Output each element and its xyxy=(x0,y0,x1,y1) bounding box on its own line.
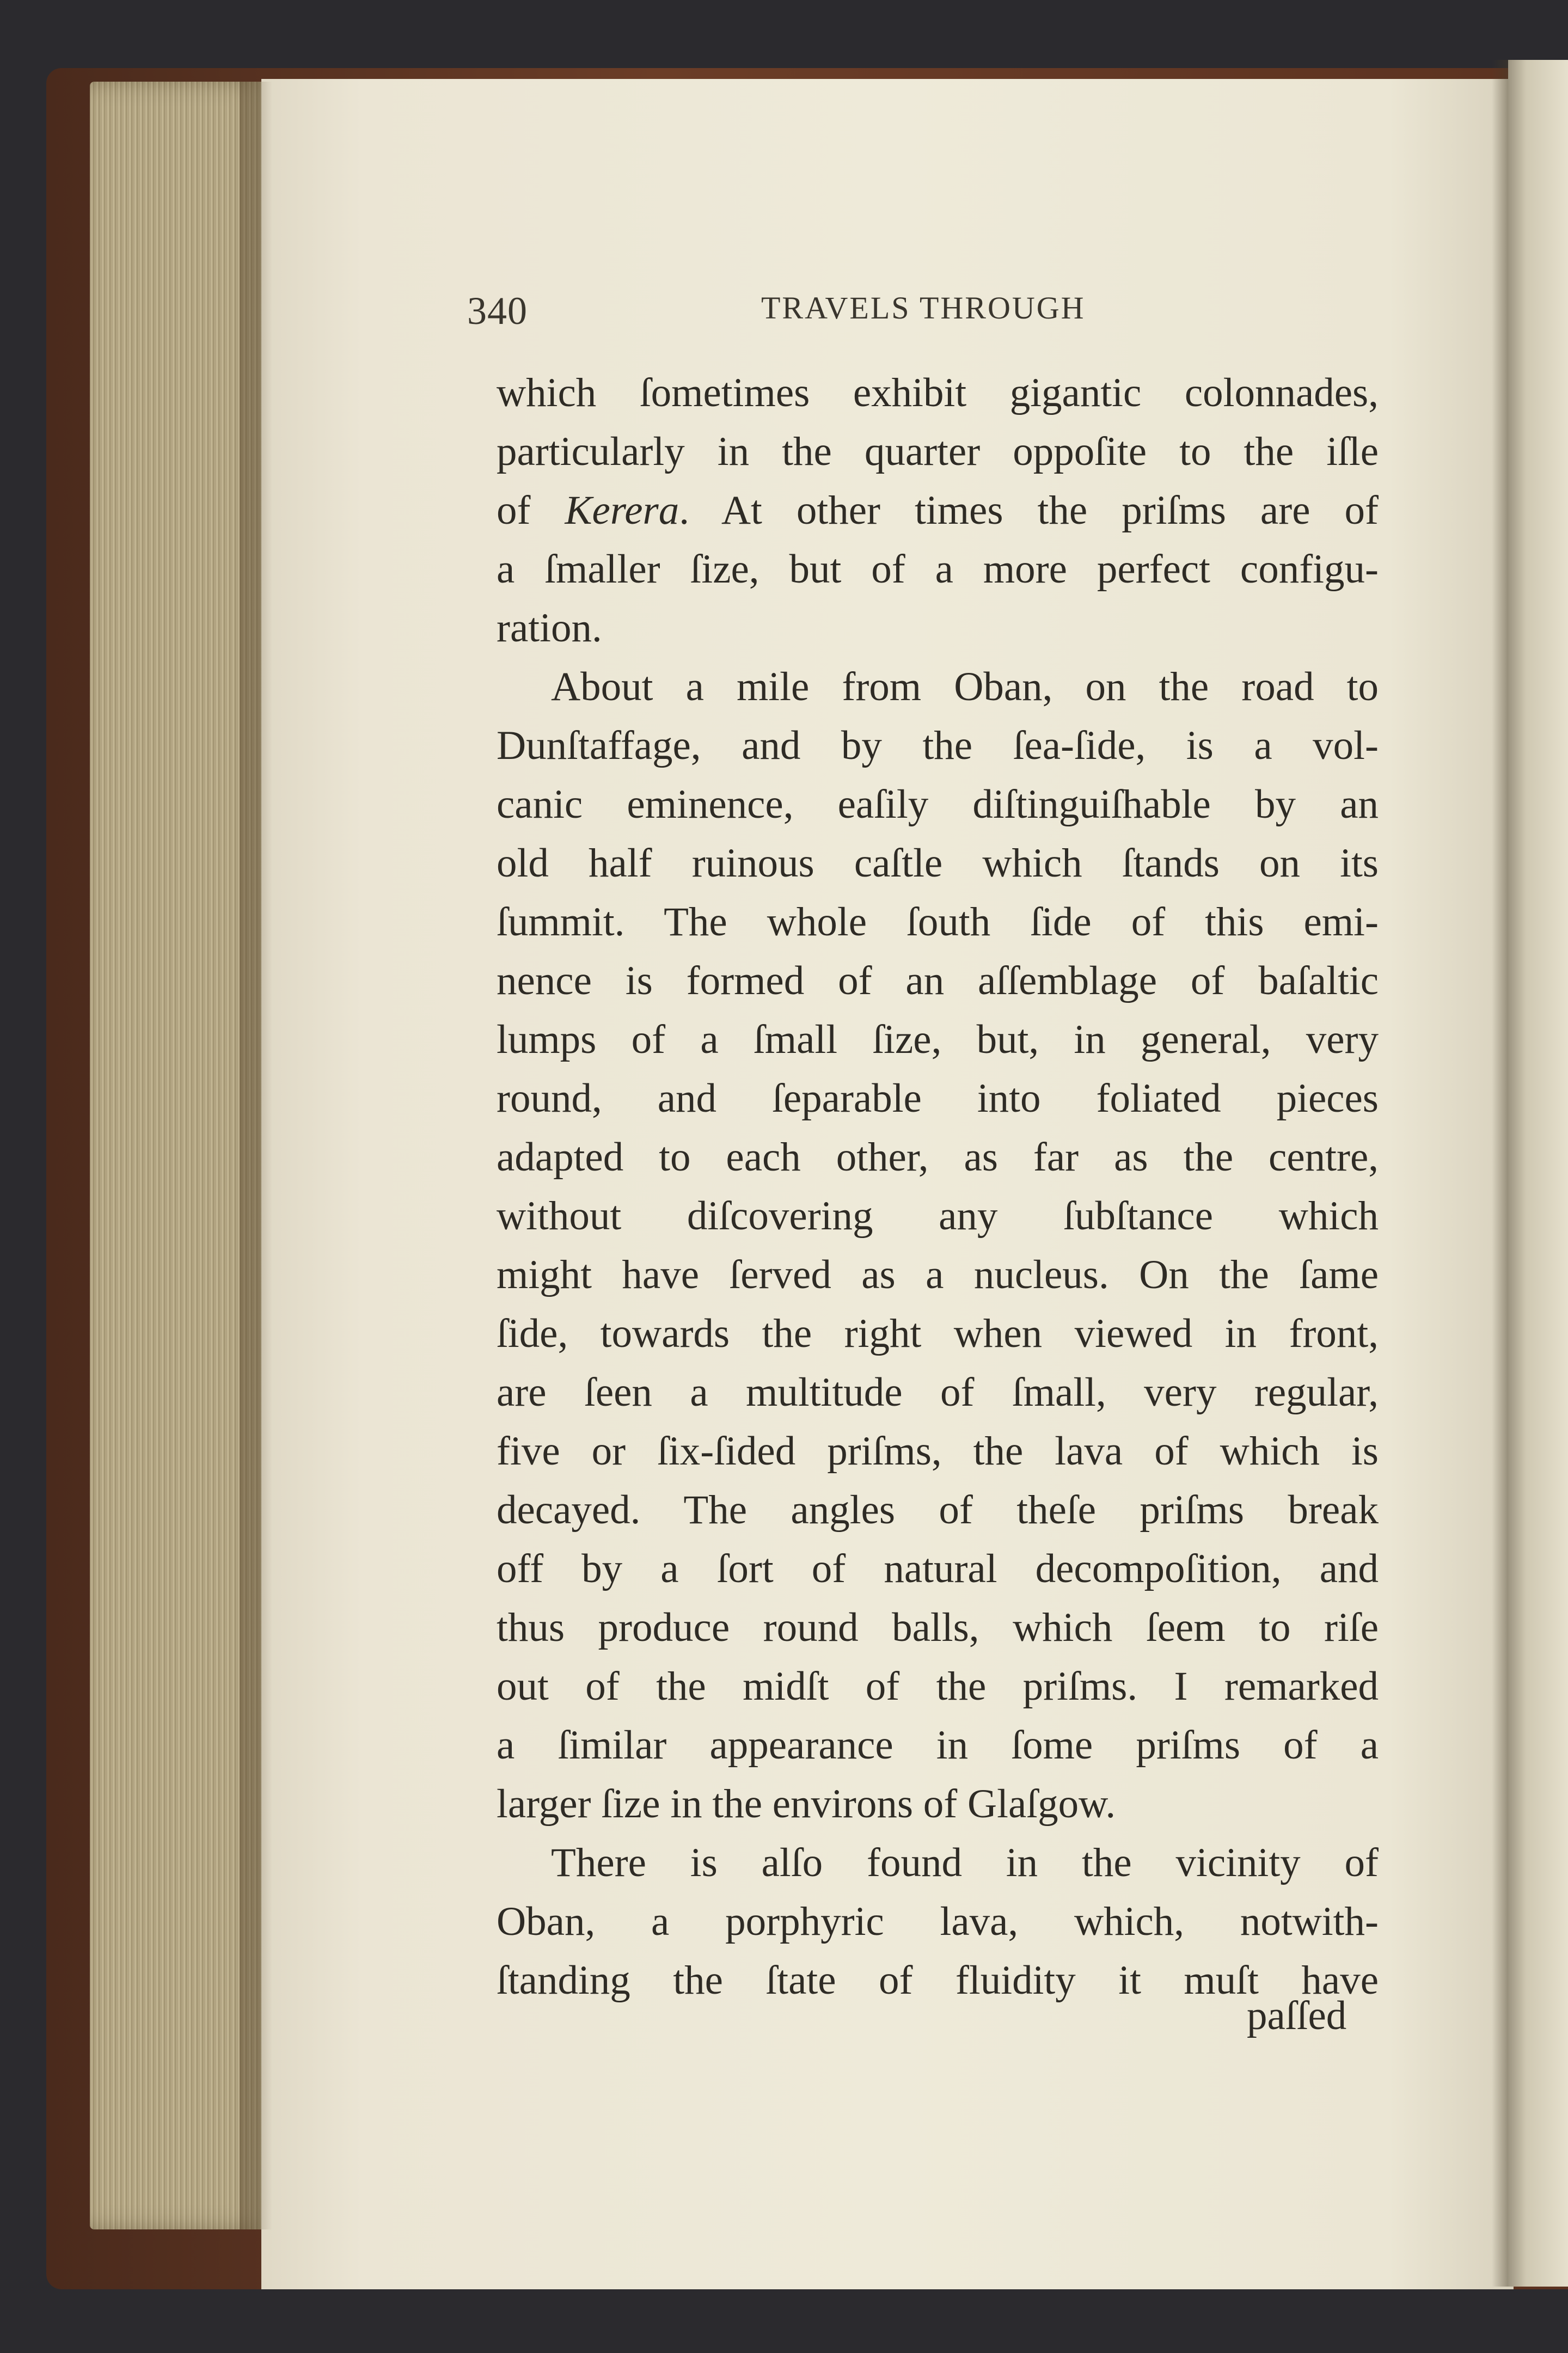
text-line: larger ſize in the environs of Glaſgow. xyxy=(497,1781,1116,1827)
italic-place-name: Kerera xyxy=(565,488,679,533)
text-line: canic eminence, eaſily diſtinguiſhable by an xyxy=(497,782,1379,827)
page-number: 340 xyxy=(467,289,528,333)
text-line: thus produce round balls, which ſeem to riſe xyxy=(497,1605,1379,1650)
body-text xyxy=(497,364,1379,2010)
text-line: Oban, a porphyric lava, which, notwith- xyxy=(497,1899,1379,1944)
text-line: decayed. The angles of theſe priſms break xyxy=(497,1487,1379,1533)
text-line: lumps of a ſmall ſize, but, in general, very xyxy=(497,1017,1379,1062)
text-line: which ſometimes exhibit gigantic colonnades, xyxy=(497,370,1379,415)
text-line: adapted to each other, as far as the centre, xyxy=(497,1135,1379,1180)
text-line: of Kerera. At other times the priſms are of xyxy=(497,488,1379,533)
facing-page-edge xyxy=(1508,60,1568,2287)
text-line: are ſeen a multitude of ſmall, very regular, xyxy=(497,1370,1379,1415)
text-line: out of the midſt of the priſms. I remarked xyxy=(497,1664,1379,1709)
text-line: ſide, towards the right when viewed in front, xyxy=(497,1311,1379,1356)
text-line: About a mile from Oban, on the road to xyxy=(551,664,1379,709)
running-head xyxy=(467,289,1393,343)
text-line: particularly in the quarter oppoſite to the iſle xyxy=(497,429,1379,474)
text-line: ſummit. The whole ſouth ſide of this emi- xyxy=(497,899,1379,945)
text-line: old half ruinous caſtle which ſtands on its xyxy=(497,841,1379,886)
page-edges xyxy=(90,82,264,2229)
text-line: without diſcovering any ſubſtance which xyxy=(497,1193,1379,1239)
text-line: might have ſerved as a nucleus. On the ſame xyxy=(497,1252,1379,1297)
text-line: There is alſo found in the vicinity of xyxy=(551,1840,1379,1885)
text-line: nence is formed of an aſſemblage of baſaltic xyxy=(497,958,1379,1003)
text-line: a ſmaller ſize, but of a more perfect configu- xyxy=(497,547,1379,592)
text-line: five or ſix-ſided priſms, the lava of which is xyxy=(497,1429,1379,1474)
text-line: ration. xyxy=(497,605,602,651)
text-line: a ſimilar appearance in ſome priſms of a xyxy=(497,1723,1379,1768)
text-line: Dunſtaffage, and by the ſea-ſide, is a vol- xyxy=(497,723,1379,768)
text-line: round, and ſeparable into foliated pieces xyxy=(497,1076,1379,1121)
text-line: ſtanding the ſtate of fluidity it muſt have xyxy=(497,1958,1379,2003)
page-edge-shadow xyxy=(240,82,272,2229)
text-line: off by a ſort of natural decompoſition, and xyxy=(497,1546,1379,1591)
running-title: TRAVELS THROUGH xyxy=(761,290,1086,326)
catchword: paſſed xyxy=(1247,1993,1347,2038)
